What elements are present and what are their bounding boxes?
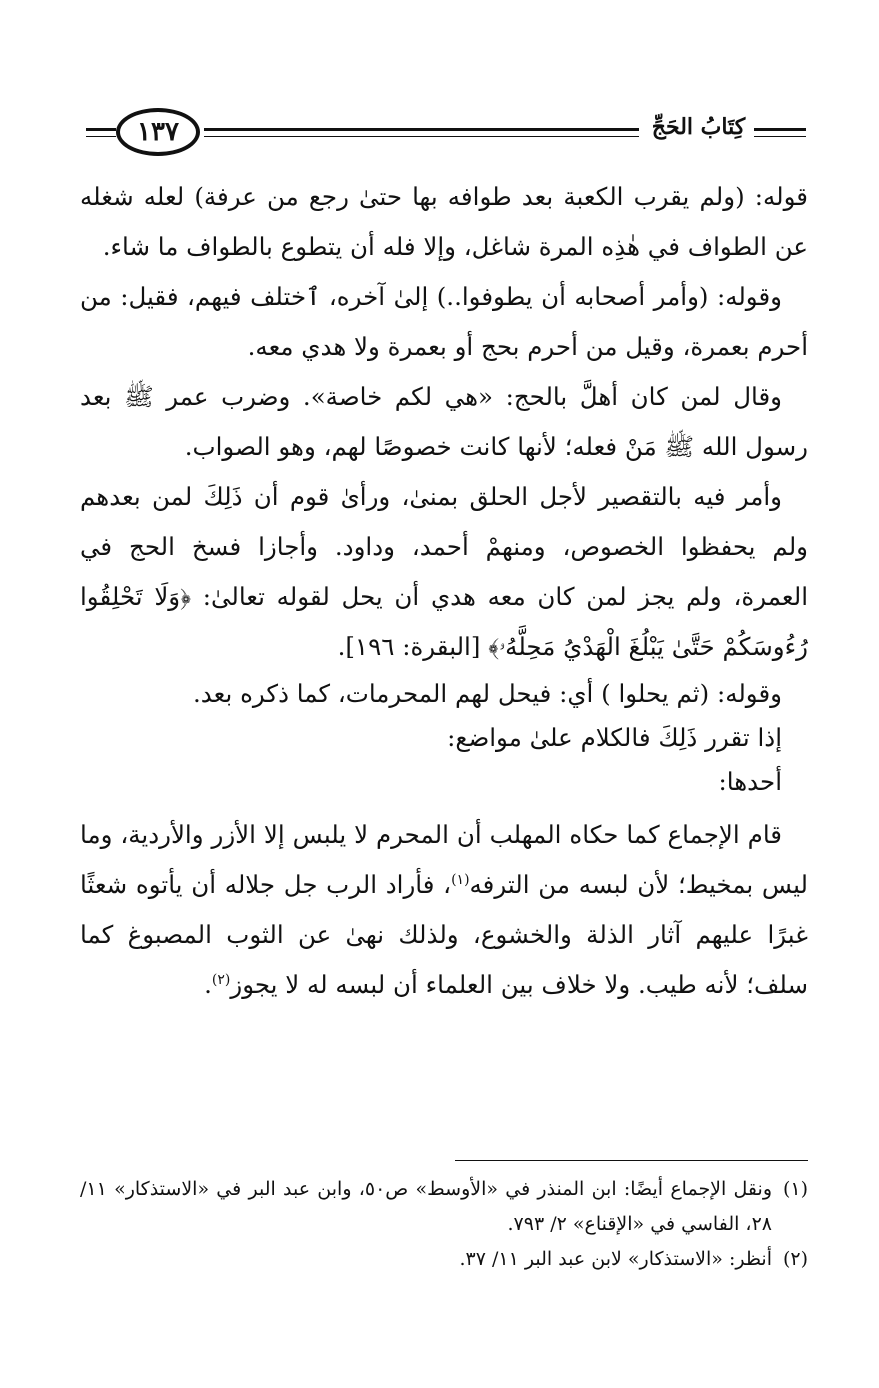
header-rule bbox=[204, 128, 639, 131]
paragraph-text: قام الإجماع كما حكاه المهلب أن المحرم لا يلبس إلا الأزر والأردية، وما ليس بمخيط؛ لأن لبسه من الترفه bbox=[80, 820, 809, 899]
paragraph-text: . bbox=[204, 970, 212, 999]
header-rule bbox=[86, 136, 116, 137]
book-title: كِتَابُ الحَجِّ bbox=[651, 114, 746, 140]
footnotes bbox=[80, 1172, 808, 1277]
main-text bbox=[80, 172, 808, 1010]
footnote-number: (٢) bbox=[782, 1248, 808, 1270]
footnote-reference[interactable]: (٢) bbox=[211, 971, 231, 988]
footnote bbox=[80, 1242, 808, 1277]
header-rule bbox=[754, 128, 806, 131]
header-rule bbox=[204, 136, 639, 137]
header-rule bbox=[86, 128, 116, 131]
paragraph: قوله: (ولم يقرب الكعبة بعد طوافه بها حتىٰ رجع من عرفة) لعله شغله عن الطواف في هٰذِه المرة شاغل، وإلا فله أن يتطوع بالطواف ما شاء. bbox=[80, 182, 808, 261]
paragraph: وقوله: (ثم يحلوا ) أي: فيحل لهم المحرمات، كما ذكره بعد. bbox=[193, 679, 782, 708]
paragraph: وقوله: (وأمر أصحابه أن يطوفوا..) إلىٰ آخره، ٱختلف فيهم، فقيل: من أحرم بعمرة، وقيل من أحرم بحج أو بعمرة ولا هدي معه. bbox=[80, 282, 808, 361]
header-rule bbox=[754, 136, 806, 137]
footnote-number: (١) bbox=[782, 1178, 808, 1200]
section-heading: أحدها: bbox=[718, 767, 782, 796]
footnote-text: ونقل الإجماع أيضًا: ابن المنذر في «الأوسط» ص٥٠، وابن عبد البر في «الاستذكار» ١١/ ٢٨، الفاسي في «الإقناع» ٢/ ٧٩٣. bbox=[80, 1178, 773, 1235]
paragraph: وأمر فيه بالتقصير لأجل الحلق بمنىٰ، ورأىٰ قوم أن ذَلِكَ لمن بعدهم ولم يحفظوا الخصوص، ومنهمْ أحمد، وداود. وأجازا فسخ الحج في العمرة، ولم يجز لمن كان معه هدي أن يحل لقوله تعالىٰ: ﴿وَلَا تَحْلِقُوا رُءُوسَكُمْ حَتَّىٰ يَبْلُغَ الْهَدْيُ مَحِلَّهُۥ﴾ [البقرة: ١٩٦]. bbox=[80, 482, 808, 661]
footnote-divider bbox=[455, 1160, 808, 1161]
footnote-reference[interactable]: (١) bbox=[451, 871, 470, 888]
paragraph: إذا تقرر ذَلِكَ فالكلام علىٰ مواضع: bbox=[447, 723, 782, 752]
paragraph: وقال لمن كان أهلَّ بالحج: «هي لكم خاصة». وضرب عمر ﷺ بعد رسول الله ﷺ مَنْ فعله؛ لأنها كانت خصوصًا لهم، وهو الصواب. bbox=[80, 382, 808, 461]
paragraph-text: ، فأراد الرب جل جلاله أن يأتوه شعثًا غبرًا عليهم آثار الذلة والخشوع، ولذلك نهىٰ عن الثوب المصبوغ كما سلف؛ لأنه طيب. ولا خلاف بين العلماء أن لبسه له لا يجوز bbox=[80, 870, 808, 999]
page-number: ١٣٧ bbox=[116, 108, 200, 156]
paragraph bbox=[80, 810, 808, 1010]
footnote-text: أنظر: «الاستذكار» لابن عبد البر ١١/ ٣٧. bbox=[459, 1248, 772, 1270]
page-header bbox=[86, 104, 806, 164]
footnote bbox=[80, 1172, 808, 1242]
